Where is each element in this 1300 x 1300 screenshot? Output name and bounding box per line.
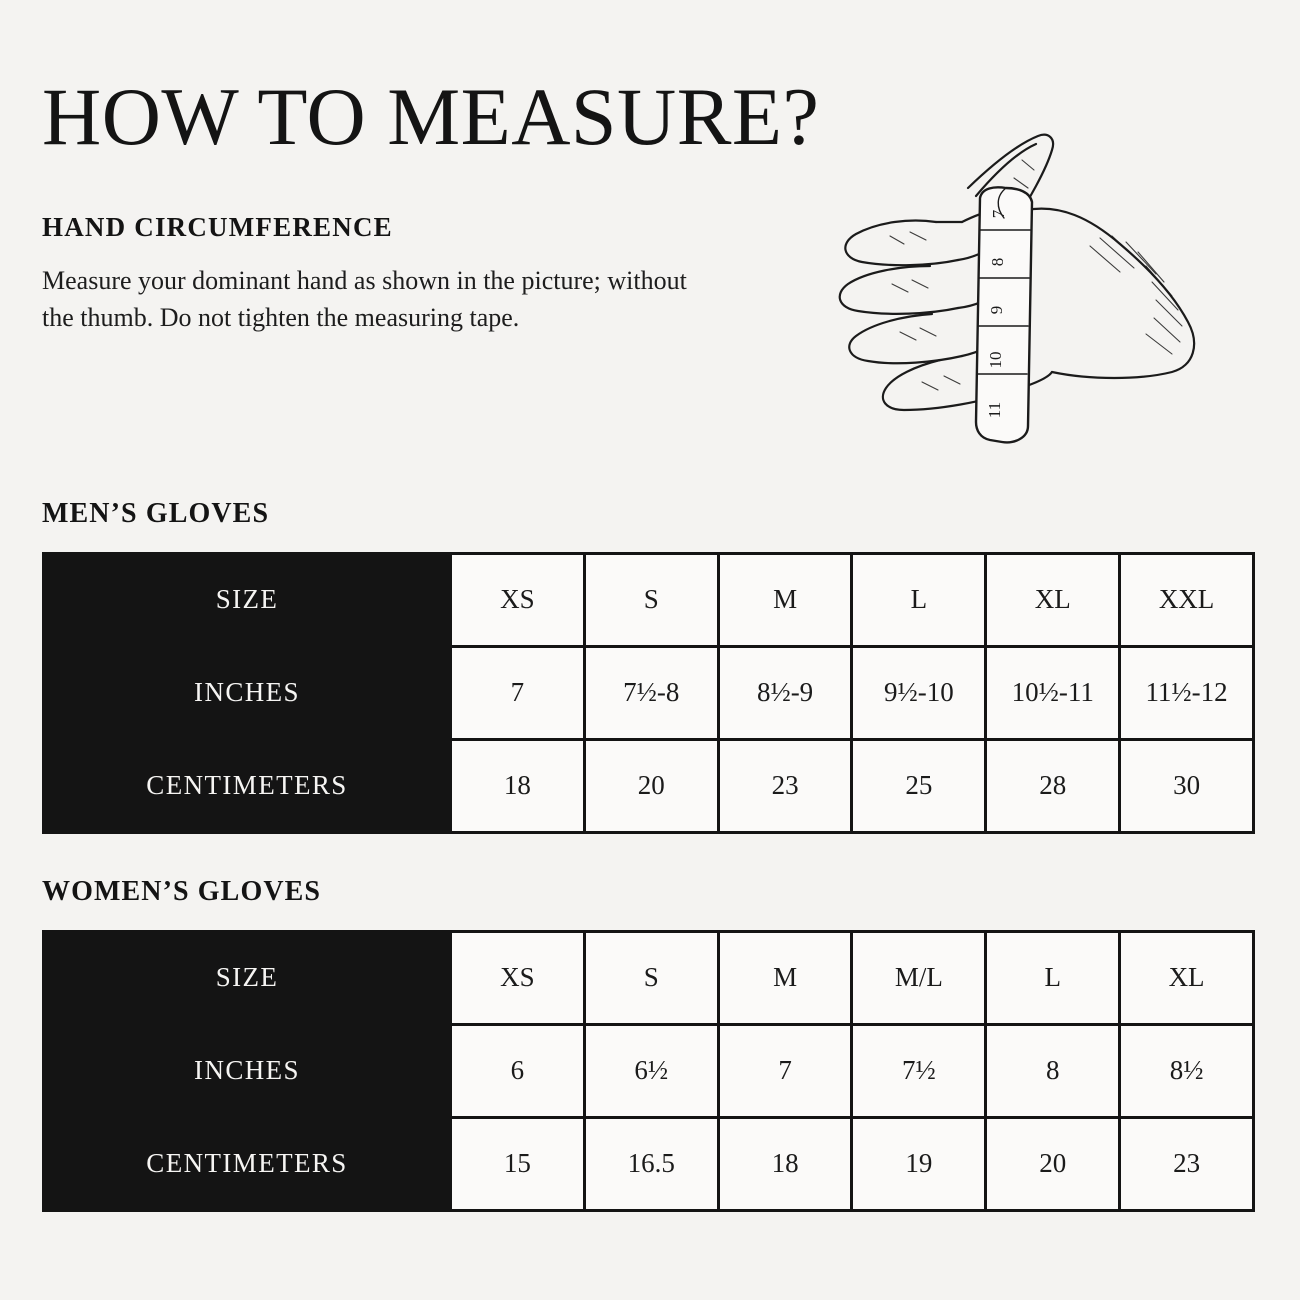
cell-cm-xs: 15 (451, 1117, 585, 1210)
cell-inches-xs: 6 (451, 1024, 585, 1117)
cell-cm-ml: 19 (852, 1117, 986, 1210)
cell-cm-xl: 28 (986, 739, 1120, 832)
hand-with-measuring-tape-illustration (790, 126, 1260, 476)
cell-inches-s: 7½-8 (584, 646, 718, 739)
row-label-size: SIZE (44, 931, 451, 1024)
cell-inches-ml: 7½ (852, 1024, 986, 1117)
row-label-size: SIZE (44, 553, 451, 646)
cell-cm-xxl: 30 (1120, 739, 1254, 832)
hand-circumference-heading: HAND CIRCUMFERENCE (42, 211, 393, 242)
cell-inches-m: 8½-9 (718, 646, 852, 739)
mens-size-table (42, 552, 1255, 834)
cell-size-m: M (718, 931, 852, 1024)
mens-gloves-heading: MEN’S GLOVES (42, 497, 270, 529)
cell-inches-xl: 8½ (1120, 1024, 1254, 1117)
womens-gloves-heading: WOMEN’S GLOVES (42, 875, 322, 907)
hand-circumference-description: Measure your dominant hand as shown in the picture; without the thumb. Do not tighten the measuring tape. (42, 265, 687, 332)
cell-cm-s: 20 (584, 739, 718, 832)
cell-size-xl: XL (986, 553, 1120, 646)
tape-mark-8: 8 (988, 257, 1007, 267)
cell-size-s: S (584, 553, 718, 646)
intro-text-block (40, 212, 730, 337)
cell-size-xl: XL (1120, 931, 1254, 1024)
tape-mark-7: 7 (989, 209, 1008, 219)
cell-inches-xl: 10½-11 (986, 646, 1120, 739)
cell-cm-m: 23 (718, 739, 852, 832)
table-row (44, 931, 1254, 1024)
cell-size-xs: XS (451, 553, 585, 646)
tape-mark-9: 9 (987, 305, 1006, 315)
cell-size-ml: M/L (852, 931, 986, 1024)
womens-size-table (42, 930, 1255, 1212)
cell-inches-s: 6½ (584, 1024, 718, 1117)
cell-inches-l: 9½-10 (852, 646, 986, 739)
cell-size-xxl: XXL (1120, 553, 1254, 646)
cell-size-l: L (986, 931, 1120, 1024)
cell-inches-l: 8 (986, 1024, 1120, 1117)
cell-inches-xs: 7 (451, 646, 585, 739)
row-label-centimeters: CENTIMETERS (44, 1117, 451, 1210)
row-label-inches: INCHES (44, 1024, 451, 1117)
cell-cm-m: 18 (718, 1117, 852, 1210)
table-row (44, 1024, 1254, 1117)
row-label-inches: INCHES (44, 646, 451, 739)
cell-size-s: S (584, 931, 718, 1024)
table-row (44, 646, 1254, 739)
row-label-centimeters: CENTIMETERS (44, 739, 451, 832)
cell-cm-s: 16.5 (584, 1117, 718, 1210)
cell-size-xs: XS (451, 931, 585, 1024)
cell-inches-m: 7 (718, 1024, 852, 1117)
cell-size-l: L (852, 553, 986, 646)
tape-mark-11: 11 (985, 401, 1004, 419)
table-row (44, 1117, 1254, 1210)
cell-cm-l: 25 (852, 739, 986, 832)
cell-size-m: M (718, 553, 852, 646)
cell-inches-xxl: 11½-12 (1120, 646, 1254, 739)
page-title: HOW TO MEASURE? (42, 71, 820, 162)
intro-section (40, 209, 1250, 492)
cell-cm-l: 20 (986, 1117, 1120, 1210)
cell-cm-xl: 23 (1120, 1117, 1254, 1210)
table-row (44, 553, 1254, 646)
tape-mark-10: 10 (986, 351, 1005, 369)
cell-cm-xs: 18 (451, 739, 585, 832)
table-row (44, 739, 1254, 832)
